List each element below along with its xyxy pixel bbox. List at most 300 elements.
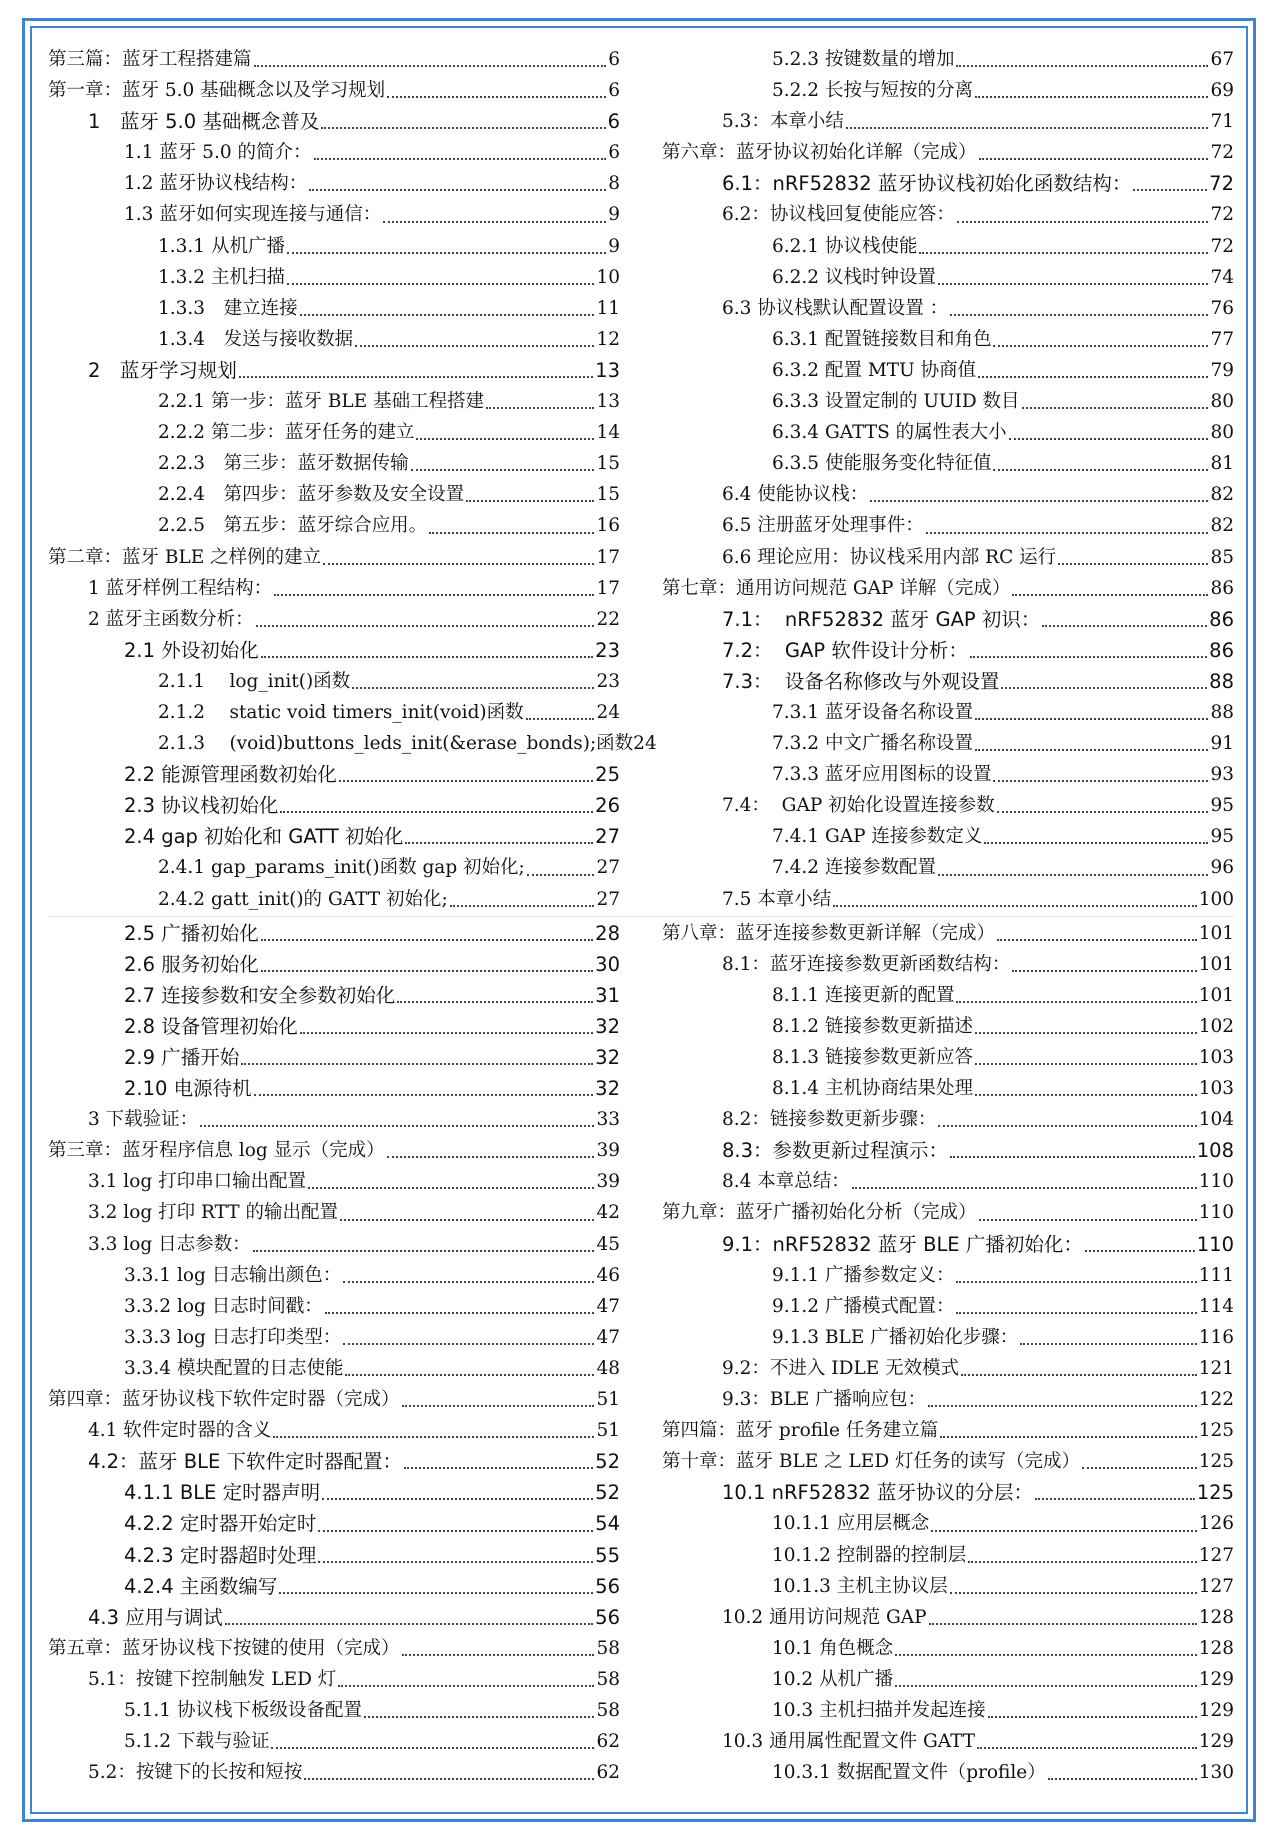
toc-entry-title: 6.2.2 议栈时钟设置	[772, 266, 936, 288]
toc-entry-page: 86	[1210, 577, 1234, 599]
toc-entry[interactable]	[662, 1135, 1234, 1166]
toc-entry-page: 51	[596, 1420, 620, 1442]
toc-entry[interactable]	[48, 199, 620, 230]
toc-entry[interactable]	[48, 75, 620, 106]
toc-entry[interactable]	[662, 1011, 1234, 1042]
toc-entry[interactable]	[662, 386, 1234, 417]
toc-entry-title: 3.3 log 日志参数：	[88, 1233, 251, 1255]
toc-entry-page: 125	[1198, 1451, 1234, 1473]
toc-entry-title: 4.3 应用与调试	[88, 1605, 223, 1629]
toc-entry[interactable]	[48, 821, 620, 852]
toc-entry-page: 85	[1210, 546, 1234, 568]
toc-entry-page: 74	[1210, 266, 1234, 288]
toc-entry-title: 3.3.3 log 日志打印类型：	[124, 1326, 342, 1348]
toc-entry[interactable]	[662, 75, 1234, 106]
toc-entry[interactable]	[48, 1540, 620, 1571]
toc-entry[interactable]	[48, 1353, 620, 1384]
toc-entry[interactable]	[662, 324, 1234, 355]
toc-dot-leader	[970, 656, 1207, 658]
toc-dot-leader	[383, 221, 606, 223]
toc-entry[interactable]	[662, 510, 1234, 541]
toc-entry[interactable]	[662, 137, 1234, 168]
toc-entry[interactable]	[48, 1011, 620, 1042]
toc-entry[interactable]	[48, 1260, 620, 1291]
toc-entry-title: 4.2.4 主函数编写	[124, 1574, 278, 1598]
toc-dot-leader	[975, 749, 1208, 751]
toc-entry-title: 2.7 连接参数和安全参数初始化	[124, 983, 396, 1007]
toc-entry-page: 23	[596, 670, 620, 692]
toc-entry[interactable]	[48, 604, 620, 635]
toc-entry-title: 第四篇：蓝牙 profile 任务建立篇	[662, 1420, 939, 1442]
toc-entry-title: 10.1 角色概念	[772, 1637, 894, 1659]
toc-entry[interactable]	[662, 759, 1234, 790]
toc-dot-leader	[1048, 1778, 1197, 1780]
toc-dot-leader	[997, 811, 1209, 813]
toc-entry-page: 6	[608, 80, 620, 102]
toc-dot-leader	[387, 96, 606, 98]
toc-entry-title: 5.2：按键下的长按和短按	[88, 1762, 303, 1784]
toc-entry[interactable]	[662, 1229, 1234, 1260]
toc-dot-leader	[416, 438, 594, 440]
toc-entry-page: 15	[596, 484, 620, 506]
toc-left-bottom	[48, 918, 620, 1789]
toc-entry[interactable]	[662, 980, 1234, 1011]
toc-entry[interactable]	[48, 1602, 620, 1633]
toc-dot-leader	[239, 376, 593, 378]
toc-entry-page: 55	[595, 1543, 620, 1567]
toc-dot-leader	[411, 469, 595, 471]
toc-dot-leader	[322, 1498, 593, 1500]
toc-entry-page: 11	[596, 297, 620, 319]
toc-dot-leader	[450, 905, 595, 907]
toc-entry-title: 2.3 协议栈初始化	[124, 794, 279, 818]
toc-entry-title: 5.1：按键下控制触发 LED 灯	[88, 1668, 337, 1690]
toc-entry-title: 3.2 log 打印 RTT 的输出配置	[88, 1202, 338, 1224]
toc-entry-page: 45	[596, 1233, 620, 1255]
toc-entry[interactable]	[662, 355, 1234, 386]
toc-entry-title: 9.3：BLE 广播响应包：	[722, 1389, 927, 1411]
toc-entry[interactable]	[662, 852, 1234, 883]
toc-entry-page: 122	[1198, 1389, 1234, 1411]
toc-entry-page: 52	[595, 1481, 620, 1505]
toc-dot-leader	[429, 532, 594, 534]
toc-entry[interactable]	[48, 1073, 620, 1104]
toc-entry-title: 2.8 设备管理初始化	[124, 1014, 298, 1038]
toc-entry[interactable]	[48, 231, 620, 262]
toc-entry[interactable]	[48, 1291, 620, 1322]
toc-entry[interactable]	[48, 479, 620, 510]
toc-dot-leader	[287, 252, 606, 254]
toc-entry-title: 6.5 注册蓝牙处理事件：	[722, 515, 924, 537]
toc-entry-title: 7.1： nRF52832 蓝牙 GAP 初识：	[722, 607, 1041, 631]
toc-dot-leader	[1035, 1498, 1195, 1500]
toc-entry-page: 47	[596, 1326, 620, 1348]
toc-entry-page: 56	[595, 1574, 620, 1598]
toc-entry[interactable]	[662, 884, 1234, 915]
toc-entry[interactable]	[662, 1291, 1234, 1322]
toc-dot-leader	[318, 1561, 593, 1563]
toc-entry[interactable]	[662, 44, 1234, 75]
toc-dot-leader	[1042, 625, 1207, 627]
toc-entry[interactable]	[662, 1353, 1234, 1384]
toc-dot-leader	[968, 1561, 1196, 1563]
toc-entry[interactable]	[48, 1042, 620, 1073]
toc-entry-title: 8.1.4 主机协商结果处理	[772, 1078, 973, 1100]
toc-entry[interactable]	[48, 44, 620, 75]
toc-entry[interactable]	[48, 417, 620, 448]
toc-entry-page: 47	[596, 1295, 620, 1317]
toc-dot-leader	[895, 1654, 1197, 1656]
toc-entry-title: 2.1.1 log_init()函数	[158, 670, 351, 692]
toc-dot-leader	[938, 874, 1208, 876]
toc-entry-title: 6.3.2 配置 MTU 协商值	[772, 359, 977, 381]
toc-dot-leader	[977, 1747, 1197, 1749]
toc-entry[interactable]	[48, 542, 620, 573]
toc-entry[interactable]	[662, 1260, 1234, 1291]
toc-entry-title: 6.3.3 设置定制的 UUID 数目	[772, 391, 1020, 413]
toc-dot-leader	[256, 625, 595, 627]
toc-left-top	[48, 44, 657, 915]
toc-entry[interactable]	[662, 821, 1234, 852]
toc-entry-page: 17	[596, 546, 620, 568]
toc-entry[interactable]	[48, 790, 620, 821]
toc-entry-title: 3.1 log 打印串口输出配置	[88, 1171, 307, 1193]
toc-dot-leader	[338, 1685, 594, 1687]
toc-entry[interactable]	[662, 448, 1234, 479]
toc-entry-title: 4.2.3 定时器超时处理	[124, 1543, 317, 1567]
toc-entry[interactable]	[662, 697, 1234, 728]
toc-entry-page: 95	[1210, 826, 1234, 848]
toc-dot-leader	[940, 1436, 1196, 1438]
toc-entry-title: 1.3.2 主机扫描	[158, 266, 285, 288]
toc-entry-page: 72	[1210, 204, 1234, 226]
toc-dot-leader	[979, 1219, 1197, 1221]
toc-entry[interactable]	[48, 1229, 620, 1260]
toc-entry[interactable]	[662, 918, 1234, 949]
toc-dot-leader	[323, 563, 594, 565]
toc-entry[interactable]	[662, 168, 1234, 199]
toc-dot-leader	[527, 874, 595, 876]
toc-dot-leader	[929, 1623, 1197, 1625]
toc-entry[interactable]	[48, 1446, 620, 1477]
toc-entry[interactable]	[48, 852, 620, 883]
toc-dot-leader	[261, 939, 593, 941]
toc-entry-title: 7.3.2 中文广播名称设置	[772, 733, 973, 755]
toc-entry-page: 67	[1210, 49, 1234, 70]
toc-entry[interactable]	[662, 1477, 1234, 1508]
toc-entry-title: 7.5 本章小结	[722, 888, 832, 910]
toc-entry[interactable]	[662, 1664, 1234, 1695]
toc-dot-leader	[300, 1032, 593, 1034]
toc-entry-page: 80	[1210, 422, 1234, 444]
toc-entry-page: 14	[596, 422, 620, 444]
toc-dot-leader	[1022, 407, 1209, 409]
toc-entry[interactable]	[48, 728, 657, 759]
toc-entry[interactable]	[662, 1104, 1234, 1135]
toc-entry-title: 4.1 软件定时器的含义	[88, 1420, 272, 1442]
toc-entry-page: 101	[1198, 922, 1234, 944]
toc-entry[interactable]	[48, 697, 620, 728]
toc-entry-title: 8.1.1 连接更新的配置	[772, 984, 955, 1006]
toc-entry-title: 2.5 广播初始化	[124, 921, 259, 945]
toc-entry-page: 110	[1196, 1232, 1234, 1256]
toc-entry-page: 22	[596, 608, 620, 630]
toc-entry-title: 8.2：链接参数更新步骤：	[722, 1109, 937, 1131]
toc-entry-page: 54	[595, 1512, 620, 1536]
toc-entry-title: 4.1.1 BLE 定时器声明	[124, 1481, 321, 1505]
toc-dot-leader	[271, 1747, 594, 1749]
toc-entry-page: 56	[595, 1605, 620, 1629]
toc-dot-leader	[345, 1374, 594, 1376]
toc-dot-leader	[870, 500, 1208, 502]
toc-entry-page: 32	[595, 1046, 620, 1069]
toc-entry[interactable]	[662, 790, 1234, 821]
toc-entry-page: 9	[608, 204, 620, 226]
toc-dot-leader	[975, 96, 1208, 98]
toc-entry-page: 126	[1198, 1513, 1234, 1535]
toc-entry[interactable]	[48, 386, 620, 417]
toc-entry-page: 27	[596, 857, 620, 879]
toc-entry[interactable]	[48, 448, 620, 479]
toc-entry[interactable]	[662, 1695, 1234, 1726]
toc-entry-title: 8.3：参数更新过程演示：	[722, 1139, 949, 1163]
toc-entry[interactable]	[48, 1633, 620, 1664]
toc-entry-title: 2.2.2 第二步：蓝牙任务的建立	[158, 422, 415, 444]
toc-entry[interactable]	[48, 949, 620, 980]
toc-entry[interactable]	[48, 759, 620, 790]
toc-entry[interactable]	[662, 1384, 1234, 1415]
toc-entry[interactable]	[48, 355, 620, 386]
toc-entry[interactable]	[48, 1197, 620, 1228]
toc-entry[interactable]	[662, 417, 1234, 448]
toc-entry-title: 6.6 理论应用：协议栈采用内部 RC 运行	[722, 546, 1057, 568]
toc-entry-title: 6.3.4 GATTS 的属性表大小	[772, 422, 1007, 444]
toc-entry-page: 32	[595, 1014, 620, 1038]
toc-dot-leader	[343, 1343, 594, 1345]
toc-entry[interactable]	[662, 1571, 1234, 1602]
toc-dot-leader	[466, 500, 594, 502]
toc-entry[interactable]	[662, 728, 1234, 759]
toc-dot-leader	[956, 1312, 1196, 1314]
toc-entry[interactable]	[662, 542, 1234, 573]
toc-dot-leader	[1012, 594, 1208, 596]
toc-entry-title: 2.10 电源待机	[124, 1077, 252, 1101]
toc-entry-title: 第五章：蓝牙协议栈下按键的使用（完成）	[48, 1637, 400, 1659]
toc-entry[interactable]	[662, 1322, 1234, 1353]
toc-entry[interactable]	[662, 106, 1234, 137]
toc-entry-page: 77	[1210, 328, 1234, 350]
toc-entry-title: 3.3.4 模块配置的日志使能	[124, 1357, 344, 1379]
toc-dot-leader	[979, 158, 1209, 160]
toc-entry[interactable]	[48, 666, 620, 697]
toc-entry[interactable]	[48, 1135, 620, 1166]
toc-entry[interactable]	[662, 1602, 1234, 1633]
toc-entry[interactable]	[48, 1508, 620, 1539]
toc-entry-page: 111	[1198, 1264, 1234, 1286]
toc-dot-leader	[309, 189, 606, 191]
toc-entry[interactable]	[662, 1726, 1234, 1757]
toc-entry-title: 5.3：本章小结	[722, 111, 844, 133]
toc-entry[interactable]	[48, 1166, 620, 1197]
toc-entry-page: 86	[1209, 638, 1234, 662]
toc-entry[interactable]	[48, 1757, 620, 1788]
toc-entry-page: 125	[1196, 1481, 1234, 1505]
toc-entry[interactable]	[662, 1633, 1234, 1664]
toc-entry-title: 2.4.1 gap_params_init()函数 gap 初始化;	[158, 857, 525, 879]
toc-entry-title: 第三章：蓝牙程序信息 log 显示（完成）	[48, 1140, 385, 1162]
toc-entry-title: 5.1.1 协议栈下板级设备配置	[124, 1699, 362, 1721]
toc-entry[interactable]	[662, 1757, 1234, 1788]
toc-entry-page: 58	[596, 1699, 620, 1721]
toc-dot-leader	[340, 1219, 594, 1221]
toc-dot-leader	[938, 283, 1208, 285]
toc-entry-page: 91	[1210, 733, 1234, 755]
toc-entry[interactable]	[48, 918, 620, 949]
toc-entry-title: 3.3.2 log 日志时间戳：	[124, 1295, 323, 1317]
toc-entry[interactable]	[48, 980, 620, 1011]
toc-entry[interactable]	[662, 1446, 1234, 1477]
toc-entry-title: 2.2.4 第四步：蓝牙参数及安全设置	[158, 484, 465, 506]
toc-entry-title: 9.2：不进入 IDLE 无效模式	[722, 1357, 960, 1379]
toc-entry-page: 110	[1198, 1202, 1234, 1224]
toc-dot-leader	[387, 1156, 595, 1158]
toc-dot-leader	[993, 469, 1208, 471]
toc-entry[interactable]	[48, 1477, 620, 1508]
toc-entry[interactable]	[662, 1042, 1234, 1073]
toc-entry-title: 10.3 通用属性配置文件 GATT	[722, 1731, 976, 1753]
toc-entry[interactable]	[662, 479, 1234, 510]
toc-entry-title: 10.3 主机扫描并发起连接	[772, 1699, 986, 1721]
toc-dot-leader	[300, 314, 595, 316]
toc-dot-leader	[895, 1685, 1197, 1687]
toc-entry-title: 2.2.5 第五步：蓝牙综合应用。	[158, 515, 428, 537]
toc-entry[interactable]	[48, 1104, 620, 1135]
toc-dot-leader	[352, 687, 594, 689]
toc-entry-title: 9.1.1 广播参数定义：	[772, 1264, 955, 1286]
toc-entry-page: 17	[596, 577, 620, 599]
toc-entry-page: 72	[1209, 172, 1234, 196]
toc-entry[interactable]	[48, 1664, 620, 1695]
toc-dot-leader	[950, 314, 1208, 316]
toc-entry-title: 7.2： GAP 软件设计分析：	[722, 638, 968, 662]
toc-entry[interactable]	[48, 1571, 620, 1602]
toc-dot-leader	[993, 780, 1208, 782]
toc-entry[interactable]	[48, 635, 620, 666]
toc-dot-leader	[241, 1063, 593, 1065]
toc-entry[interactable]	[662, 293, 1234, 324]
toc-entry[interactable]	[662, 1197, 1234, 1228]
toc-entry-title: 第六章：蓝牙协议初始化详解（完成）	[662, 142, 977, 164]
toc-entry[interactable]	[48, 573, 620, 604]
toc-entry-page: 101	[1198, 984, 1234, 1006]
toc-entry-title: 1.3 蓝牙如何实现连接与通信：	[124, 204, 382, 226]
toc-entry[interactable]	[662, 262, 1234, 293]
toc-entry[interactable]	[662, 1415, 1234, 1446]
toc-entry-page: 51	[596, 1389, 620, 1411]
toc-dot-leader	[314, 158, 607, 160]
toc-entry-page: 93	[1210, 764, 1234, 786]
toc-entry[interactable]	[48, 1322, 620, 1353]
toc-entry-page: 69	[1210, 80, 1234, 102]
toc-dot-leader	[1058, 563, 1208, 565]
toc-entry[interactable]	[48, 884, 620, 915]
toc-entry[interactable]	[662, 1166, 1234, 1197]
toc-entry[interactable]	[48, 106, 620, 137]
toc-entry[interactable]	[48, 324, 620, 355]
toc-dot-leader	[279, 1592, 593, 1594]
toc-dot-leader	[997, 939, 1197, 941]
toc-entry-title: 2 蓝牙主函数分析：	[88, 608, 254, 630]
toc-entry[interactable]	[48, 137, 620, 168]
toc-entry[interactable]	[662, 635, 1234, 666]
toc-entry-page: 95	[1210, 795, 1234, 817]
toc-dot-leader	[321, 127, 605, 129]
toc-entry-title: 4.2：蓝牙 BLE 下软件定时器配置：	[88, 1450, 402, 1474]
toc-entry-title: 7.4.1 GAP 连接参数定义	[772, 826, 983, 848]
toc-entry-page: 114	[1198, 1295, 1234, 1317]
toc-dot-leader	[956, 1281, 1196, 1283]
toc-entry[interactable]	[662, 199, 1234, 230]
toc-entry[interactable]	[48, 262, 620, 293]
toc-entry-page: 6	[608, 142, 620, 164]
toc-dot-leader	[975, 1094, 1197, 1096]
toc-entry-title: 第二章：蓝牙 BLE 之样例的建立	[48, 546, 322, 568]
toc-entry-title: 2.1.3 (void)buttons_leds_init(&erase_bonds);函数24	[158, 733, 657, 755]
toc-entry[interactable]	[48, 1415, 620, 1446]
toc-entry-page: 39	[596, 1171, 620, 1193]
toc-entry[interactable]	[662, 666, 1234, 697]
toc-dot-leader	[402, 1654, 595, 1656]
toc-entry-page: 42	[596, 1202, 620, 1224]
toc-dot-leader	[486, 407, 594, 409]
toc-dot-leader	[405, 842, 593, 844]
toc-entry-page: 6	[608, 49, 620, 70]
toc-entry-page: 72	[1210, 235, 1234, 257]
toc-entry[interactable]	[662, 1073, 1234, 1104]
toc-entry[interactable]	[662, 1540, 1234, 1571]
toc-entry[interactable]	[48, 510, 620, 541]
toc-entry[interactable]	[662, 231, 1234, 262]
toc-entry-page: 81	[1210, 453, 1234, 475]
toc-entry[interactable]	[662, 604, 1234, 635]
toc-entry[interactable]	[48, 1726, 620, 1757]
toc-entry-page: 9	[608, 235, 620, 257]
toc-entry[interactable]	[48, 1384, 620, 1415]
toc-entry-title: 1.3.1 从机广播	[158, 235, 285, 257]
toc-dot-leader	[526, 718, 595, 720]
toc-entry-page: 39	[596, 1140, 620, 1162]
toc-entry-title: 第九章：蓝牙广播初始化分析（完成）	[662, 1202, 977, 1224]
toc-entry-page: 62	[596, 1762, 620, 1784]
toc-entry-title: 7.4.2 连接参数配置	[772, 857, 936, 879]
toc-entry-title: 第八章：蓝牙连接参数更新详解（完成）	[662, 922, 996, 944]
toc-entry[interactable]	[48, 1695, 620, 1726]
toc-entry-title: 1.3.3 建立连接	[158, 297, 298, 319]
toc-entry-title: 2.9 广播开始	[124, 1046, 240, 1069]
toc-entry-title: 6.2：协议栈回复使能应答：	[722, 204, 955, 226]
toc-entry[interactable]	[48, 293, 620, 324]
toc-dot-leader	[397, 1001, 593, 1003]
toc-entry[interactable]	[662, 949, 1234, 980]
toc-entry-title: 1 蓝牙 5.0 基础概念普及	[88, 110, 320, 134]
toc-entry[interactable]	[662, 1508, 1234, 1539]
toc-dot-leader	[355, 345, 594, 347]
toc-entry[interactable]	[662, 573, 1234, 604]
toc-entry[interactable]	[48, 168, 620, 199]
toc-entry-title: 7.3： 设备名称修改与外观设置	[722, 669, 1000, 693]
toc-entry-title: 1.3.4 发送与接收数据	[158, 328, 354, 350]
toc-entry-title: 8.4 本章总结：	[722, 1171, 850, 1193]
